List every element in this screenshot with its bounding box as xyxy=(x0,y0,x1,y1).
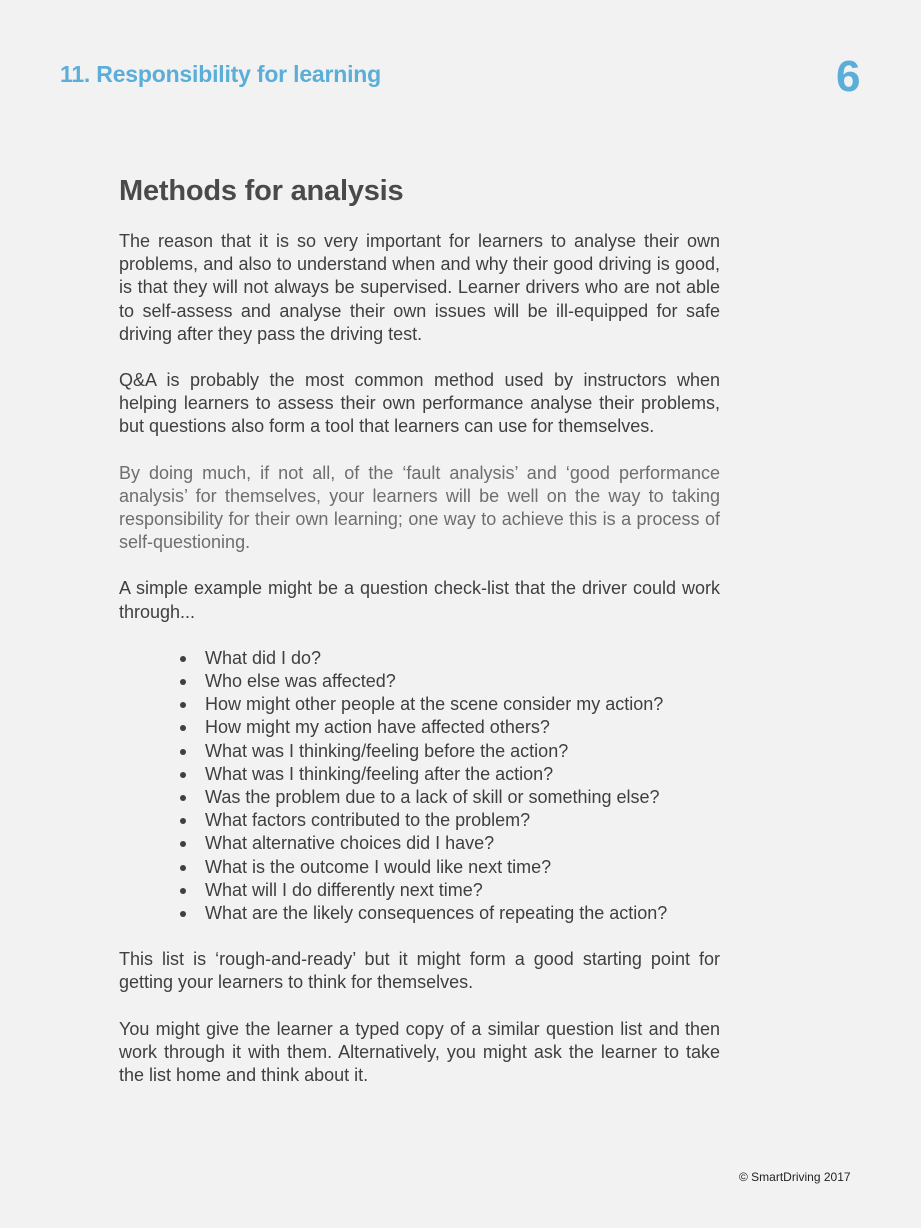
list-item-text: What did I do? xyxy=(205,647,322,668)
copyright-footer: © SmartDriving 2017 xyxy=(739,1170,851,1184)
list-item-text: What alternative choices did I have? xyxy=(205,833,495,854)
paragraph-3: By doing much, if not all, of the ‘fault analysis’ and ‘good performance analysis’ for themselves, your learners will be well on the way to taking responsibility for their own learning; one way to achieve this is a process of self-questioning. xyxy=(119,462,720,553)
list-item xyxy=(179,786,720,809)
bullet-icon xyxy=(180,795,186,801)
list-item-text: How might my action have affected others? xyxy=(205,717,550,738)
list-item-text: What was I thinking/feeling after the action? xyxy=(205,763,554,784)
list-item xyxy=(179,670,720,693)
bullet-icon xyxy=(180,679,186,685)
list-item xyxy=(179,693,720,716)
chapter-title: 11. Responsibility for learning xyxy=(60,61,381,87)
list-item-text: Was the problem due to a lack of skill or something else? xyxy=(205,787,660,808)
list-item-text: What are the likely consequences of repeating the action? xyxy=(205,903,668,924)
bullet-icon xyxy=(180,725,186,731)
paragraph-2: Q&A is probably the most common method used by instructors when helping learners to assess their own performance analyse their problems, but questions also form a tool that learners can use for themselves. xyxy=(119,370,720,437)
bullet-icon xyxy=(180,772,186,778)
list-item xyxy=(179,763,720,786)
list-item xyxy=(179,856,720,879)
bullet-icon xyxy=(180,749,186,755)
list-item xyxy=(179,647,720,670)
paragraph-1: The reason that it is so very important for learners to analyse their own problems, and also to understand when and why their good driving is good, is that they will not always be supervised. Learner drivers who are not able to self-assess and analyse their own issues will be ill-equipped for safe driving after they pass the driving test. xyxy=(119,231,720,344)
page-number: 6 xyxy=(836,52,861,101)
list-item-text: What factors contributed to the problem? xyxy=(205,810,531,831)
list-item-text: What was I thinking/feeling before the action? xyxy=(205,740,569,761)
list-item-text: How might other people at the scene consider my action? xyxy=(205,694,664,715)
bullet-icon xyxy=(180,911,186,917)
list-item xyxy=(179,716,720,739)
list-item xyxy=(179,740,720,763)
bullet-icon xyxy=(180,865,186,871)
list-item-text: What is the outcome I would like next time? xyxy=(205,856,552,877)
list-item-text: Who else was affected? xyxy=(205,671,396,692)
bullet-icon xyxy=(180,888,186,894)
list-item xyxy=(179,809,720,832)
closing-paragraph-2: You might give the learner a typed copy of a similar question list and then work through it with them. Alternatively, you might ask the learner to take the list home and think about it. xyxy=(119,1018,720,1086)
list-item-text: What will I do differently next time? xyxy=(205,879,483,900)
question-checklist xyxy=(119,647,720,925)
bullet-icon xyxy=(180,702,186,708)
closing-paragraph-1: This list is ‘rough-and-ready’ but it might form a good starting point for getting your learners to think for themselves. xyxy=(119,949,720,993)
bullet-icon xyxy=(180,818,186,824)
main-content xyxy=(119,175,720,1110)
list-item xyxy=(179,902,720,925)
section-heading: Methods for analysis xyxy=(119,175,404,207)
list-item xyxy=(179,879,720,902)
bullet-icon xyxy=(180,656,186,662)
paragraph-4: A simple example might be a question check-list that the driver could work through... xyxy=(119,578,720,622)
bullet-icon xyxy=(180,841,186,847)
list-item xyxy=(179,832,720,855)
